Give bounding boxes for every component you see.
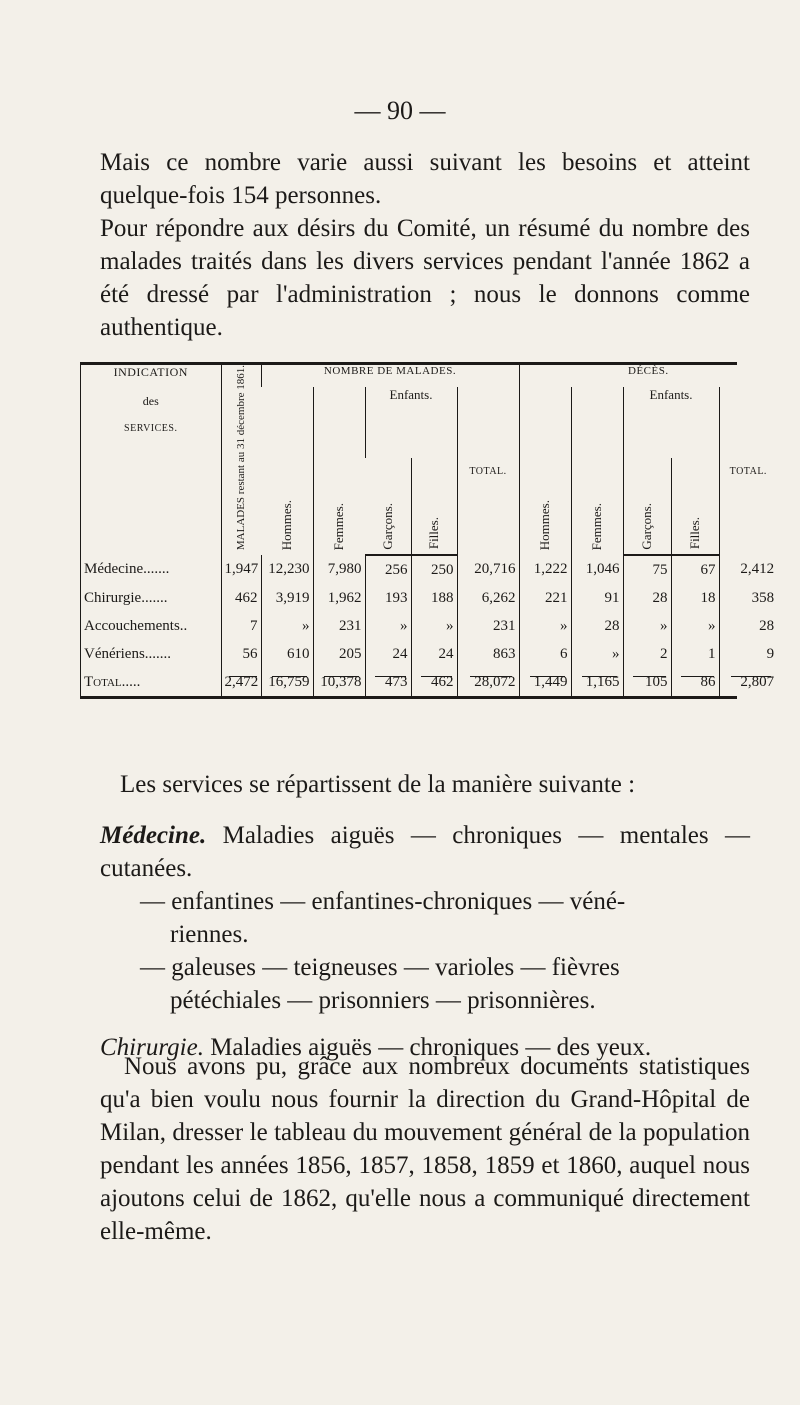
- medecine-text-1: Maladies aiguës — chroniques — mentales — cutanées.: [100, 822, 750, 882]
- table-cell: 28: [571, 612, 623, 640]
- nombre-enfants-header: Enfants.: [365, 387, 457, 458]
- nombre-femmes-text: Femmes.: [331, 502, 346, 551]
- deces-header: DÉCÈS.: [519, 365, 777, 387]
- table-cell: 7,980: [313, 555, 365, 584]
- table-cell: 12,230: [261, 555, 313, 584]
- table-cell: 2: [623, 640, 671, 668]
- page-number: — 90 —: [354, 96, 446, 125]
- total-cell: 2,472: [221, 668, 261, 696]
- table-cell: »: [571, 640, 623, 668]
- indication-header-line1: INDICATION: [113, 365, 188, 379]
- row-label: Accouchements..: [84, 617, 188, 634]
- medecine-text-5: pétéchiales — prisonniers — prisonnières.: [170, 987, 596, 1014]
- statistics-table: [80, 362, 775, 699]
- table-cell: 56: [221, 640, 261, 668]
- deces-femmes-text: Femmes.: [589, 502, 605, 551]
- nombre-hommes-text: Hommes.: [278, 499, 294, 551]
- total-cell: 1,165: [571, 668, 623, 696]
- table-cell: 221: [519, 584, 571, 612]
- table-cell: »: [671, 612, 719, 640]
- table-cell: 188: [411, 584, 457, 612]
- table-cell: 1: [671, 640, 719, 668]
- table-cell: 231: [313, 612, 365, 640]
- remaining-header: [221, 365, 261, 555]
- table-cell: »: [519, 612, 571, 640]
- total-cell: 105: [623, 668, 671, 696]
- deces-filles-text: Filles.: [687, 516, 703, 550]
- indication-header-line3: SERVICES.: [124, 423, 178, 434]
- table-cell: 863: [457, 640, 519, 668]
- table-cell: 3,919: [261, 584, 313, 612]
- deces-hommes-text: Hommes.: [537, 499, 553, 551]
- row-label: Médecine.......: [84, 561, 170, 578]
- table-cell: 462: [221, 584, 261, 612]
- row-label: Vénériens.......: [84, 645, 172, 662]
- total-cell: 10,378: [313, 668, 365, 696]
- table-cell: 7: [221, 612, 261, 640]
- deces-garcons-header: [623, 458, 671, 555]
- deces-total-header: TOTAL.: [719, 387, 777, 555]
- table-row: [81, 640, 777, 668]
- medecine-text-2: — enfantines — enfantines-chroniques — véné-: [140, 888, 626, 915]
- table-row: [81, 584, 777, 612]
- table-cell: 2,412: [719, 555, 777, 584]
- table-row: [81, 612, 777, 640]
- chirurgie-text: Maladies aiguës — chroniques — des yeux.: [210, 1034, 652, 1061]
- total-cell: 1,449: [519, 668, 571, 696]
- total-cell: 86: [671, 668, 719, 696]
- medecine-block: [100, 819, 750, 1017]
- medecine-text-3: riennes.: [170, 921, 249, 948]
- table-cell: »: [365, 612, 411, 640]
- table-cell: »: [623, 612, 671, 640]
- indication-header-line2: des: [142, 394, 159, 408]
- table-cell: 231: [457, 612, 519, 640]
- nombre-femmes-header: [313, 387, 365, 555]
- table-cell: 18: [671, 584, 719, 612]
- table-cell: 20,716: [457, 555, 519, 584]
- intro-section: [100, 146, 750, 344]
- total-row: [81, 668, 777, 696]
- deces-enfants-header: Enfants.: [623, 387, 719, 458]
- medecine-text-4: — galeuses — teigneuses — varioles — fièvres: [140, 954, 620, 981]
- nombre-garcons-text: Garçons.: [379, 502, 395, 550]
- table-cell: 9: [719, 640, 777, 668]
- table-cell: 1,947: [221, 555, 261, 584]
- total-cell: 462: [411, 668, 457, 696]
- table-cell: »: [261, 612, 313, 640]
- table-row: [81, 555, 777, 584]
- table-cell: »: [411, 612, 457, 640]
- nombre-filles-text: Filles.: [426, 516, 441, 550]
- remaining-header-text: MALADES restant au 31 décembre 1861.: [235, 365, 247, 551]
- medecine-line-1: [100, 819, 750, 885]
- table-cell: 193: [365, 584, 411, 612]
- deces-garcons-text: Garçons.: [639, 502, 655, 550]
- deces-femmes-header: [571, 387, 623, 555]
- closing-section: [100, 1050, 750, 1248]
- table-cell: 250: [411, 555, 457, 584]
- table-cell: 6,262: [457, 584, 519, 612]
- nombre-total-header: TOTAL.: [457, 387, 519, 555]
- total-cell: 16,759: [261, 668, 313, 696]
- table-cell: 75: [623, 555, 671, 584]
- deces-filles-header: [671, 458, 719, 555]
- intro-paragraph-1: Mais ce nombre varie aussi suivant les besoins et atteint quelque-fois 154 personnes.: [100, 149, 750, 209]
- services-intro: Les services se répartissent de la manière suivante :: [120, 771, 636, 798]
- table-cell: 205: [313, 640, 365, 668]
- statistics-grid: [81, 365, 777, 696]
- table-cell: 28: [719, 612, 777, 640]
- deces-hommes-header: [519, 387, 571, 555]
- table-cell: 1,222: [519, 555, 571, 584]
- intro-paragraph-2: Pour répondre aux désirs du Comité, un résumé du nombre des malades traités dans les divers services pendant l'année 1862 a été dressé par l'administration ; nous le donnons comme authentique.: [100, 215, 750, 341]
- nombre-hommes-header: [261, 387, 313, 555]
- row-label: Chirurgie.......: [84, 589, 168, 606]
- total-cell: 473: [365, 668, 411, 696]
- total-cell: 28,072: [457, 668, 519, 696]
- indication-header: [81, 365, 221, 555]
- table-cell: 91: [571, 584, 623, 612]
- table-cell: 1,046: [571, 555, 623, 584]
- table-cell: 1,962: [313, 584, 365, 612]
- total-cell: 2,807: [719, 668, 777, 696]
- table-cell: 28: [623, 584, 671, 612]
- nombre-header: NOMBRE DE MALADES.: [261, 365, 519, 387]
- medecine-label: Médecine.: [100, 822, 207, 849]
- table-cell: 24: [411, 640, 457, 668]
- table-cell: 610: [261, 640, 313, 668]
- table-cell: 6: [519, 640, 571, 668]
- nombre-garcons-header: [365, 458, 411, 555]
- table-cell: 358: [719, 584, 777, 612]
- total-row-label: Total.....: [84, 673, 141, 690]
- table-cell: 67: [671, 555, 719, 584]
- services-section: [100, 768, 750, 1064]
- table-cell: 256: [365, 555, 411, 584]
- table-cell: 24: [365, 640, 411, 668]
- chirurgie-label: Chirurgie.: [100, 1034, 204, 1061]
- closing-paragraph: Nous avons pu, grâce aux nombreux documents statistiques qu'a bien voulu nous fournir la direction du Grand-Hôpital de Milan, dresser le tableau du mouvement général de la population pendant les années 1856, 1857, 1858, 1859 et 1860, auquel nous ajoutons celui de 1862, qu'elle nous a communiqué directement elle-même.: [100, 1053, 750, 1245]
- nombre-filles-header: [411, 458, 457, 555]
